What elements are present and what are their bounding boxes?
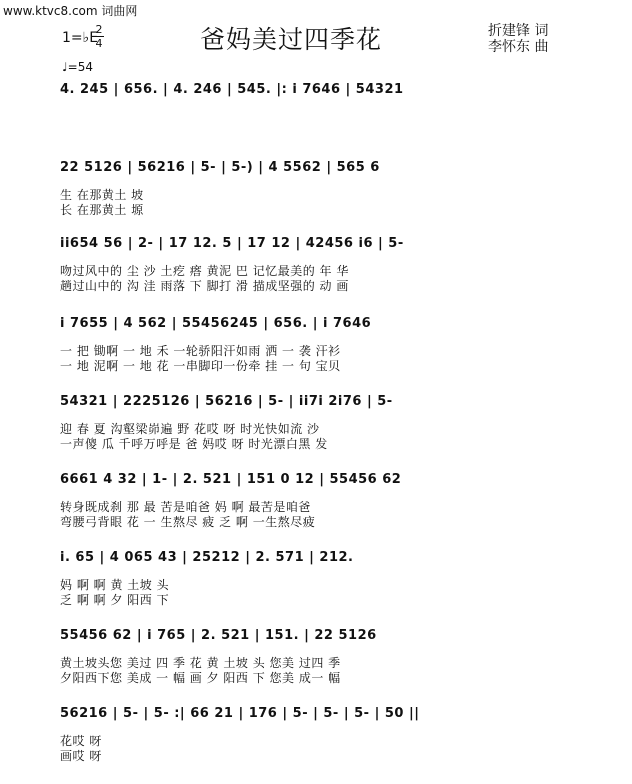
lyric-line: 一声傻 瓜 千呼万呼是 爸 妈哎 呀 时光漂白黑 发 <box>60 437 328 451</box>
score-row <box>60 706 572 736</box>
notation-line: 4. 245 | 656. | 4. 246 | 545. |: i 7646 | 54321 <box>60 82 404 97</box>
time-signature <box>94 24 104 49</box>
lyric-line: 弯腰弓背眼 花 一 生熬尽 疲 乏 啊 一生熬尽疲 <box>60 515 316 529</box>
lyric-line: 一 把 锄啊 一 地 禾 一轮骄阳汗如雨 洒 一 袭 汗衫 <box>60 344 341 358</box>
lyric-line: 花哎 呀 <box>60 734 102 748</box>
lyric-line: 黄土坡头您 美过 四 季 花 黄 土坡 头 您美 过四 季 <box>60 656 341 670</box>
lyric-line: 迎 春 夏 沟壑梁峁遍 野 花哎 呀 时光快如流 沙 <box>60 422 320 436</box>
lyric-line: 趟过山中的 沟 洼 雨落 下 脚打 滑 描成坚强的 动 画 <box>60 279 349 293</box>
notation-line: 22 5126 | 56216 | 5- | 5-) | 4 5562 | 565 6 <box>60 160 380 175</box>
key-signature: 1=♭E <box>62 30 99 46</box>
notation-line: i. 65 | 4 065 43 | 25212 | 2. 571 | 212. <box>60 550 354 565</box>
time-signature-top: 2 <box>95 23 103 36</box>
lyricist-credit: 折建锋 词 <box>488 23 549 39</box>
lyric-line: 转身既成刹 那 最 苦是咱爸 妈 啊 最苦是咱爸 <box>60 500 311 514</box>
notation-line: ii654 56 | 2- | 17 12. 5 | 17 12 | 42456 i6 | 5- <box>60 236 404 251</box>
tempo-marking: ♩=54 <box>62 60 93 74</box>
notation-line: 55456 62 | i 765 | 2. 521 | 151. | 22 5126 <box>60 628 377 643</box>
song-title: 爸妈美过四季花 <box>200 25 383 54</box>
lyric-line: 生 在那黄土 坡 <box>60 188 144 202</box>
time-signature-bottom: 4 <box>95 37 103 50</box>
lyric-line: 夕阳西下您 美成 一 幅 画 夕 阳西 下 您美 成一 幅 <box>60 671 341 685</box>
lyric-line: 一 地 泥啊 一 地 花 一串脚印一份牵 挂 一 句 宝贝 <box>60 359 341 373</box>
score-row <box>60 82 572 112</box>
lyric-line: 长 在那黄土 塬 <box>60 203 144 217</box>
lyric-line: 画哎 呀 <box>60 749 102 763</box>
lyric-line: 妈 啊 啊 黄 土坡 头 <box>60 578 170 592</box>
notation-line: 56216 | 5- | 5- :| 66 21 | 176 | 5- | 5- | 5- | 50 || <box>60 706 420 721</box>
lyric-line: 吻过风中的 尘 沙 土疙 瘩 黄泥 巴 记忆最美的 年 华 <box>60 264 349 278</box>
lyric-line: 乏 啊 啊 夕 阳西 下 <box>60 593 170 607</box>
notation-line: i 7655 | 4 562 | 55456245 | 656. | i 7646 <box>60 316 372 331</box>
site-watermark: www.ktvc8.com 词曲网 <box>3 4 138 18</box>
composer-credit: 李怀东 曲 <box>488 39 549 55</box>
notation-line: 54321 | 2225126 | 56216 | 5- | ii7i 2i76 | 5- <box>60 394 393 409</box>
notation-line: 6661 4 32 | 1- | 2. 521 | 151 0 12 | 55456 62 <box>60 472 402 487</box>
